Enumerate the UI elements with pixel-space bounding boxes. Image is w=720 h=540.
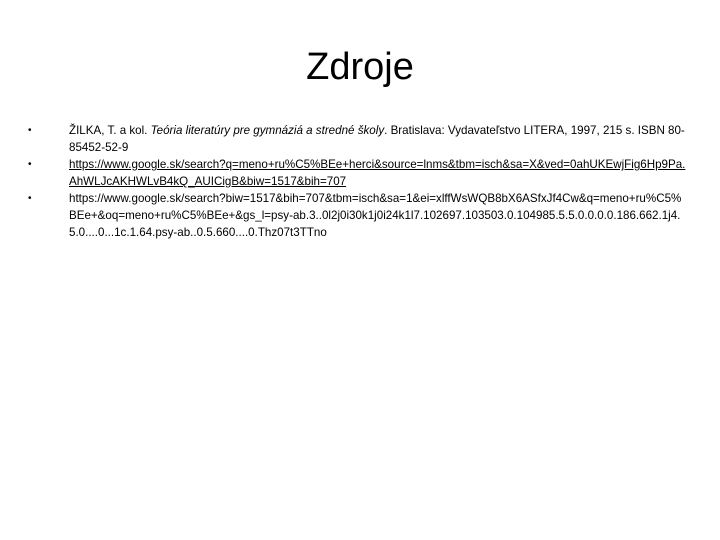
source-list: [28, 122, 688, 241]
source-work-title: Teória literatúry pre gymnáziá a stredné školy: [150, 124, 385, 137]
bullet-marker: •: [28, 193, 32, 204]
source-item-book: [28, 122, 688, 156]
source-publication: . Bratislava: Vydavateľstvo LITERA, 1997, 215 s. ISBN 80-85452-52-9: [69, 124, 685, 154]
source-text: [69, 122, 688, 156]
slide-title: Zdroje: [306, 46, 414, 88]
source-item-link-1: [28, 156, 688, 190]
source-author: ŽILKA, T. a kol.: [69, 124, 151, 137]
bullet-marker: •: [28, 159, 32, 170]
source-url-text: https://www.google.sk/search?biw=1517&bih=707&tbm=isch&sa=1&ei=xlffWsWQB8bX6ASfxJf4Cw&q=meno+ru%C5%BEe+&oq=meno+ru%C5%BEe+&gs_l=psy-ab.3..0l2j0i30k1j0i24k1l7.102697.103503.0.104985.5.5.0.0.0.0.186.662.1j4.5.0....0...1c.1.64.psy-ab..0.5.660....0.Thz07t3TTno: [69, 192, 682, 239]
source-link[interactable]: https://www.google.sk/search?q=meno+ru%C5%BEe+herci&source=lnms&tbm=isch&sa=X&ved=0ahUKEwjFig6Hp9Pa.AhWLJcAKHWLvB4kQ_AUICigB&biw=1517&bih=707: [69, 158, 686, 188]
bullet-marker: •: [28, 125, 32, 136]
source-item-link-2: [28, 190, 688, 241]
